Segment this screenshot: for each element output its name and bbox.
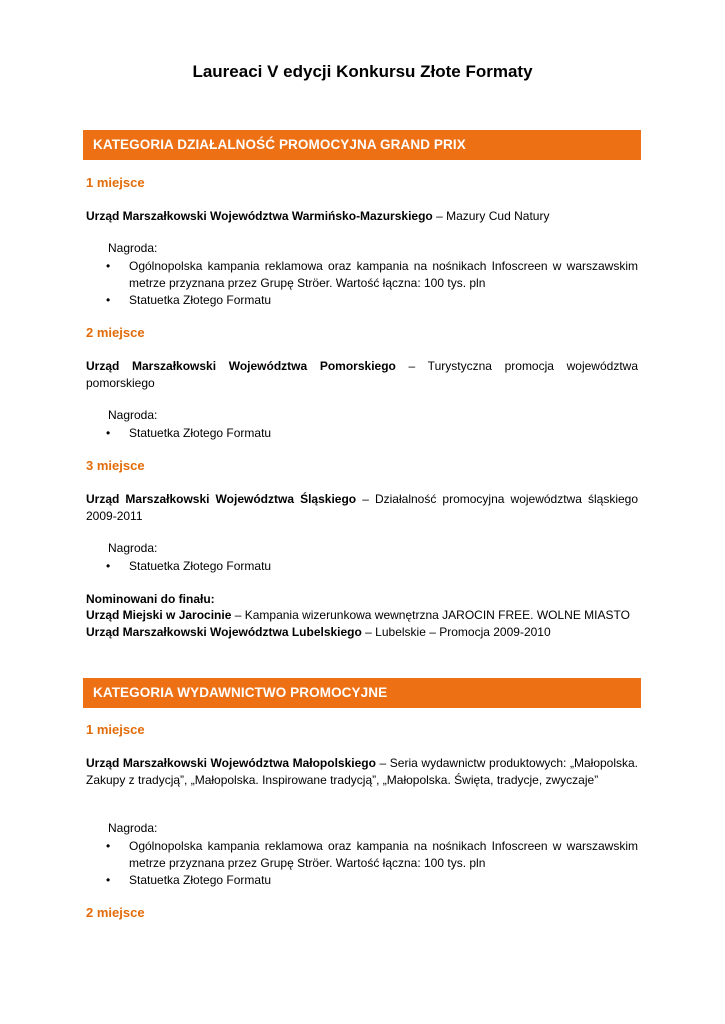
place-heading: 1 miejsce [86,175,145,190]
prize-label: Nagroda: [108,541,158,555]
prize-item: • Statuetka Złotego Formatu [106,559,272,573]
place-heading: 2 miejsce [86,325,145,340]
nominee-name: Urząd Marszałkowski Województwa Lubelskiego [86,625,362,639]
page-title: Laureaci V edycji Konkursu Złote Formaty [192,62,533,81]
nominee-line: Urząd Marszałkowski Województwa Lubelskiego – Lubelskie – Promocja 2009-2010 [86,625,551,639]
prize-item: • Statuetka Złotego Formatu [106,873,272,887]
bullet-icon: • [106,426,111,440]
nominees-label: Nominowani do finału: [86,592,215,606]
bullet-icon: • [106,839,111,853]
winner-name: Urząd Marszałkowski Województwa Warmińsko-Mazurskiego [86,209,433,223]
place-heading: 3 miejsce [86,458,145,473]
prize-item: • Ogólnopolska kampania reklamowa oraz kampania na nośnikach Infoscreen w warszawskim metrze przyznana przez Grupę Ströer. Wartość łączna: 100 tys. pln [106,259,638,290]
bullet-icon: • [106,259,111,273]
winner-name: Urząd Marszałkowski Województwa Śląskiego [86,492,357,506]
winner-name: Urząd Marszałkowski Województwa Pomorskiego [86,359,396,373]
prize-label: Nagroda: [108,821,158,835]
category-header-publication: KATEGORIA WYDAWNICTWO PROMOCYJNE [83,678,641,708]
prize-label: Nagroda: [108,241,158,255]
bullet-icon: • [106,293,111,307]
winner-paragraph [86,491,638,525]
nominee-line: Urząd Miejski w Jarocinie – Kampania wizerunkowa wewnętrzna JAROCIN FREE. WOLNE MIASTO [86,608,630,622]
prize-label: Nagroda: [108,408,158,422]
prize-item: • Ogólnopolska kampania reklamowa oraz kampania na nośnikach Infoscreen w warszawskim metrze przyznana przez Grupę Ströer. Wartość łączna: 100 tys. pln [106,839,638,870]
winner-name: Urząd Marszałkowski Województwa Małopolskiego [86,756,376,770]
project-title: – Turystyczna promocja województwa pomorskiego [86,359,638,390]
bullet-icon: • [106,559,111,573]
category-header-grand-prix: KATEGORIA DZIAŁALNOŚĆ PROMOCYJNA GRAND PRIX [83,130,641,160]
project-title: – Seria wydawnictw produktowych: „Małopolska. Zakupy z tradycją”, „Małopolska. Inspirowane tradycją”, „Małopolska. Święta, tradycje, zwyczaje” [86,756,639,787]
winner-paragraph [86,358,638,392]
winner-paragraph [86,208,638,225]
bullet-icon: • [106,873,111,887]
project-title: – Działalność promocyjna województwa śląskiego 2009-2011 [86,492,639,523]
project-title: – Mazury Cud Natury [432,209,550,223]
place-heading: 1 miejsce [86,722,145,737]
winner-paragraph [86,755,638,789]
prize-item: • Statuetka Złotego Formatu [106,426,272,440]
prize-item: • Statuetka Złotego Formatu [106,293,272,307]
nominee-name: Urząd Miejski w Jarocinie [86,608,232,622]
place-heading: 2 miejsce [86,905,145,920]
